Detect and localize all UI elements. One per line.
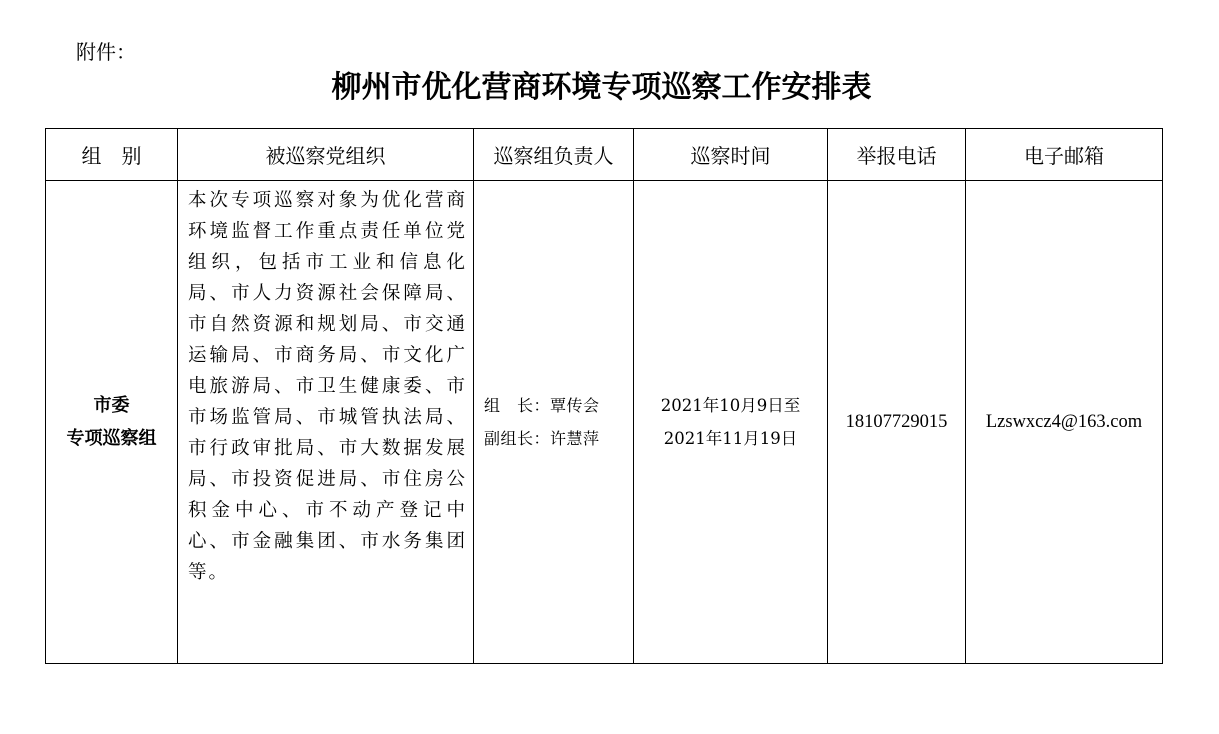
- header-leader: 巡察组负责人: [474, 129, 634, 181]
- table-header-row: [46, 129, 1163, 181]
- table-row: [46, 181, 1163, 664]
- header-email: 电子邮箱: [966, 129, 1163, 181]
- time-cell: [634, 181, 828, 664]
- time-start: 2021年10月9日至: [660, 396, 801, 415]
- report-phone: 18107729015: [828, 181, 966, 664]
- page-title: 柳州市优化营商环境专项巡察工作安排表: [331, 70, 872, 105]
- group-name-line2: 专项巡察组: [66, 428, 157, 449]
- organization-text: 本次专项巡察对象为优化营商环境监督工作重点责任单位党组织，包括市工业和信息化局、市人力资源社会保障局、市自然资源和规划局、市交通运输局、市商务局、市文化广电旅游局、市卫生健康委、市市场监管局、市城管执法局、市行政审批局、市大数据发展局、市投资促进局、市住房公积金中心、市不动产登记中心、市金融集团、市水务集团等。: [188, 190, 467, 583]
- group-cell: [46, 181, 178, 664]
- schedule-table: [45, 128, 1163, 664]
- group-name-line1: 市委: [93, 395, 130, 416]
- header-organization: 被巡察党组织: [178, 129, 474, 181]
- deputy-leader-line: 副组长：许慧萍: [484, 429, 600, 448]
- organization-cell: [178, 181, 474, 664]
- attachment-label: 附件：: [76, 40, 136, 64]
- report-email: Lzswxcz4@163.com: [966, 181, 1163, 664]
- leader-cell: [474, 181, 634, 664]
- header-time: 巡察时间: [634, 129, 828, 181]
- header-phone: 举报电话: [828, 129, 966, 181]
- time-end: 2021年11月19日: [663, 429, 798, 448]
- header-group: 组 别: [46, 129, 178, 181]
- leader-line: 组 长：覃传会: [484, 396, 600, 415]
